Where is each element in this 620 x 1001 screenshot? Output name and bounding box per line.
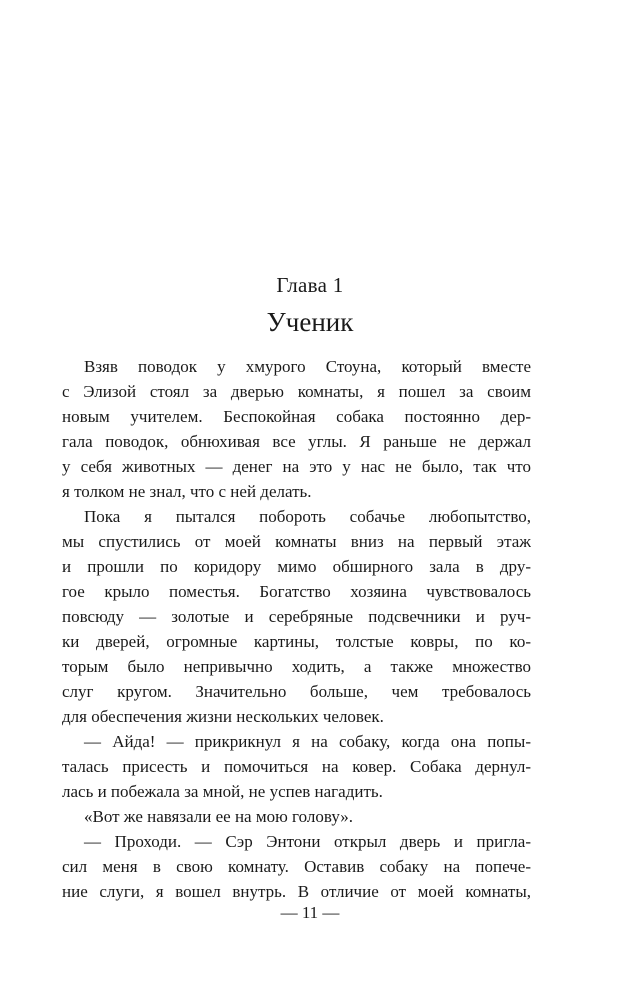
text-line: сил меня в свою комнату. Оставив собаку на попече- bbox=[62, 857, 531, 876]
text-line: — Проходи. — Сэр Энтони открыл дверь и пригла- bbox=[84, 832, 531, 851]
text-line: Взяв поводок у хмурого Стоуна, который вместе bbox=[84, 357, 531, 376]
text-line: с Элизой стоял за дверью комнаты, я пошел за своим bbox=[62, 382, 531, 401]
text-line: и прошли по коридору мимо обширного зала в дру- bbox=[62, 557, 531, 576]
text-line: ки дверей, огромные картины, толстые ковры, по ко- bbox=[62, 632, 531, 651]
paragraph bbox=[62, 729, 531, 804]
text-line: для обеспечения жизни нескольких человек. bbox=[62, 707, 384, 726]
paragraph bbox=[62, 829, 531, 904]
text-line: ние слуги, я вошел внутрь. В отличие от моей комнаты, bbox=[62, 882, 531, 901]
text-line: мы спустились от моей комнаты вниз на первый этаж bbox=[62, 532, 531, 551]
body-text bbox=[62, 354, 531, 904]
text-line: у себя животных — денег на это у нас не было, так что bbox=[62, 457, 531, 476]
paragraph bbox=[62, 504, 531, 729]
chapter-title: Ученик bbox=[266, 307, 354, 337]
chapter-label: Глава 1 bbox=[276, 273, 344, 297]
text-line: повсюду — золотые и серебряные подсвечники и руч- bbox=[62, 607, 531, 626]
text-line: — Айда! — прикрикнул я на собаку, когда она попы- bbox=[84, 732, 531, 751]
text-line: Пока я пытался побороть собачье любопытство, bbox=[84, 507, 531, 526]
text-line: талась присесть и помочиться на ковер. Собака дернул- bbox=[62, 757, 531, 776]
text-line: новым учителем. Беспокойная собака постоянно дер- bbox=[62, 407, 531, 426]
text-line: гала поводок, обнюхивая все углы. Я раньше не держал bbox=[62, 432, 531, 451]
text-line: слуг кругом. Значительно больше, чем требовалось bbox=[62, 682, 531, 701]
text-line: лась и побежала за мной, не успев нагадить. bbox=[62, 782, 383, 801]
text-line: «Вот же навязали ее на мою голову». bbox=[84, 807, 353, 826]
paragraph bbox=[62, 804, 531, 829]
text-line: торым было непривычно ходить, а также множество bbox=[62, 657, 531, 676]
text-line: я толком не знал, что с ней делать. bbox=[62, 482, 312, 501]
page-number: — 11 — bbox=[280, 903, 340, 922]
paragraph bbox=[62, 354, 531, 504]
text-line: гое крыло поместья. Богатство хозяина чувствовалось bbox=[62, 582, 531, 601]
